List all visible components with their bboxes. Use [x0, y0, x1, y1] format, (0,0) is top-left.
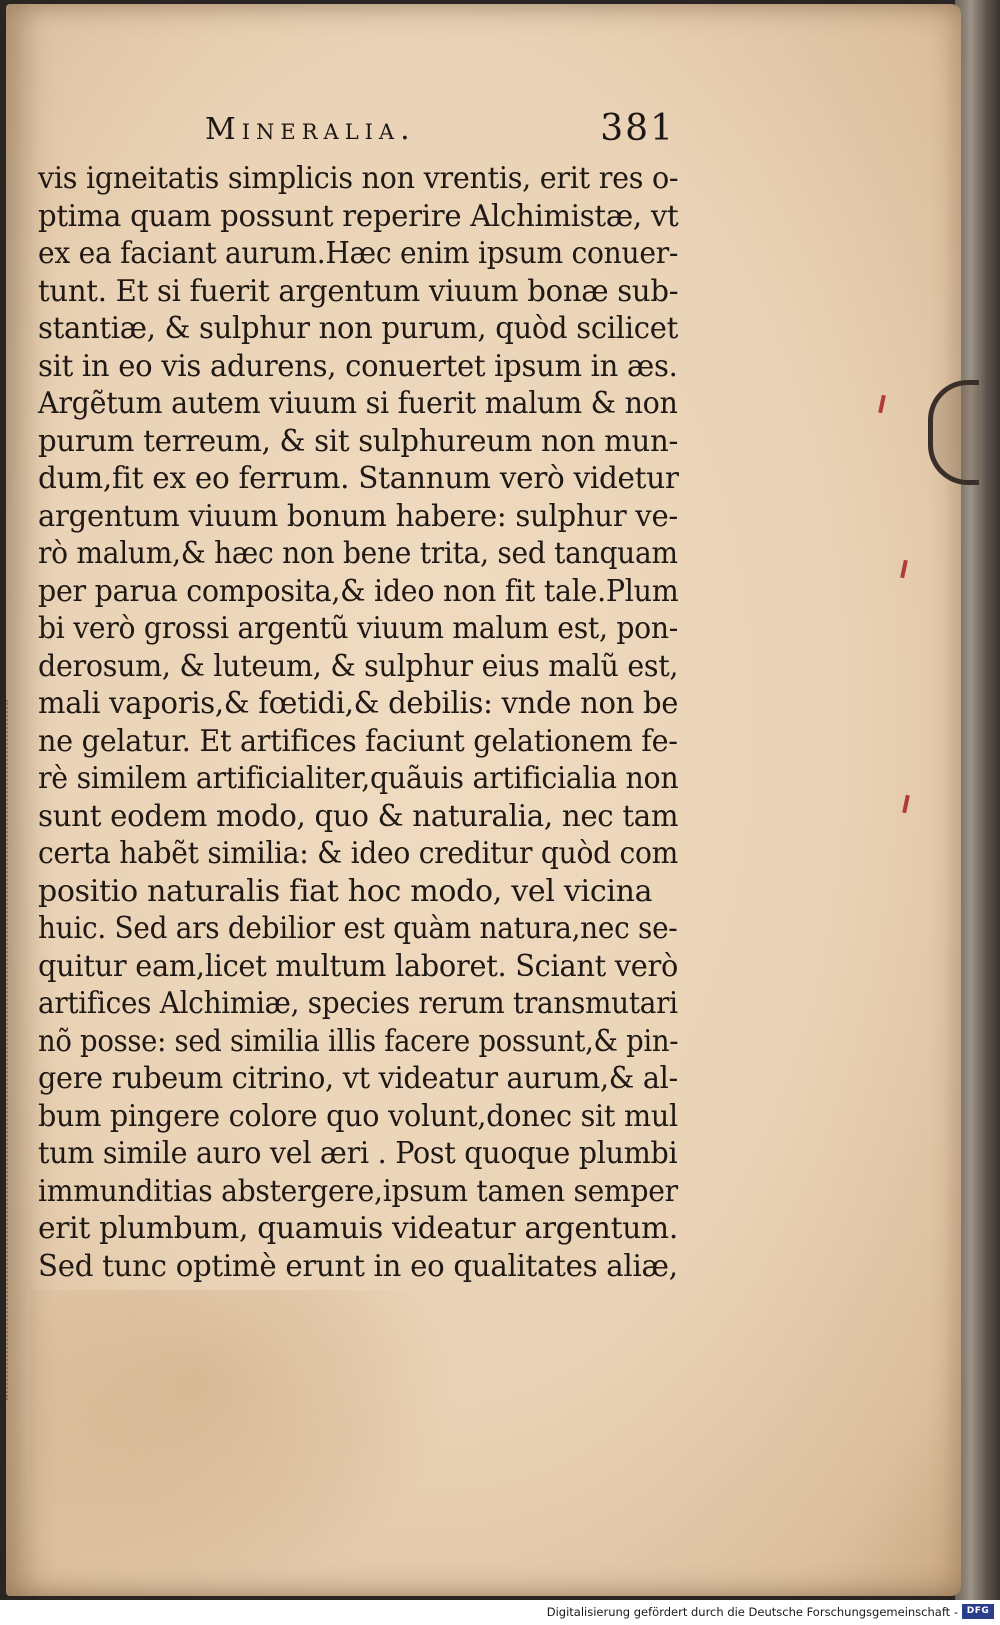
text-line: certa habẽt similia: & ideo creditur quòd com: [38, 836, 679, 871]
text-line: purum terreum, & sit sulphureum non mun-: [38, 423, 678, 459]
text-line: tunt. Et si fuerit argentum viuum bonæ sub-: [38, 273, 679, 309]
text-line: stantiæ, & sulphur non purum, quòd scilicet: [38, 311, 678, 346]
running-head: [205, 108, 675, 156]
book-clasp: [928, 380, 979, 485]
text-line: dum,fit ex eo ferrum. Stannum verò videtur: [38, 461, 679, 496]
text-line: bum pingere colore quo volunt,donec sit mul: [38, 1098, 678, 1134]
text-line: argentum viuum bonum habere: sulphur ve-: [38, 498, 678, 534]
text-line: rè similem artificialiter,quãuis artificialia non: [38, 761, 679, 796]
text-line: derosum, & luteum, & sulphur eius malũ est,: [38, 648, 679, 684]
text-line: per parua composita,& ideo non fit tale.Plum: [38, 573, 679, 609]
text-line: gere rubeum citrino, vt videatur aurum,& al-: [38, 1061, 678, 1096]
text-line: bi verò grossi argentũ viuum malum est, pon-: [38, 611, 679, 646]
text-line: vis igneitatis simplicis non vrentis, erit res o-: [38, 161, 679, 196]
text-line: Argẽtum autem viuum si fuerit malum & non: [38, 386, 678, 421]
text-line: quitur eam,licet multum laboret. Sciant verò: [38, 948, 679, 984]
running-head-title: Mineralia.: [205, 112, 416, 147]
text-line: sunt eodem modo, quo & naturalia, nec tam: [38, 798, 679, 834]
funding-credit: Digitalisierung gefördert durch die Deutsche Forschungsgemeinschaft -: [546, 1605, 958, 1619]
text-line: ex ea faciant aurum.Hæc enim ipsum conuer-: [38, 236, 679, 271]
text-line: rò malum,& hæc non bene trita, sed tanquam: [38, 536, 678, 571]
text-line: huic. Sed ars debilior est quàm natura,nec se-: [38, 911, 678, 946]
text-line: nõ posse: sed similia illis facere possunt,& pin-: [38, 1023, 679, 1059]
text-line: tum simile auro vel æri . Post quoque plumbi: [38, 1136, 678, 1171]
text-line: ptima quam possunt reperire Alchimistæ, vt: [38, 198, 679, 234]
body-text: [38, 160, 678, 1285]
text-line: Sed tunc optimè erunt in eo qualitates aliæ,: [38, 1248, 678, 1284]
text-line: positio naturalis fiat hoc modo, vel vicina: [38, 873, 653, 909]
book-page-edges: [955, 0, 1000, 1600]
water-stain: [30, 1290, 460, 1590]
gutter-show-through: [6, 700, 14, 1400]
text-line: artifices Alchimiæ, species rerum transmutari: [38, 986, 678, 1021]
text-line: mali vaporis,& fœtidi,& debilis: vnde non be: [38, 686, 679, 721]
text-line: sit in eo vis adurens, conuertet ipsum in æs.: [38, 348, 678, 384]
digitization-footer: [0, 1600, 1000, 1625]
dfg-logo: DFG: [962, 1604, 994, 1619]
page-number: 381: [600, 108, 675, 149]
text-line: erit plumbum, quamuis videatur argentum.: [38, 1211, 678, 1246]
text-line: ne gelatur. Et artifices faciunt gelationem fe-: [38, 723, 678, 759]
text-line: immunditias abstergere,ipsum tamen semper: [38, 1173, 678, 1209]
